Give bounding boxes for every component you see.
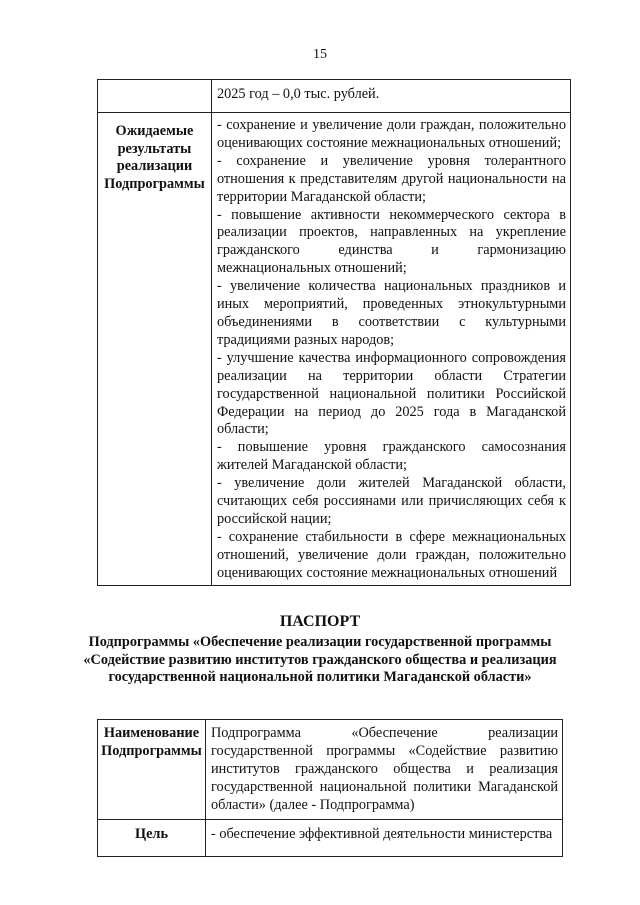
table-row <box>98 819 563 856</box>
page-number: 15 <box>313 47 327 62</box>
list-item: - повышение уровня гражданского самосознания жителей Магаданской области; <box>216 439 566 474</box>
results-content-cell <box>211 113 570 586</box>
goal-content-cell: - обеспечение эффективной деятельности министерства <box>205 819 562 856</box>
passport-title-block <box>60 612 580 687</box>
list-item: - улучшение качества информационного сопровождения реализации на территории области Стратегии государственной национальной политики Российской Федерации на период до 2025 года в Магаданской области; <box>216 349 566 438</box>
list-item: - увеличение количества национальных праздников и иных мероприятий, проведенных этнокультурными объединениями в соответствии с культурными традициями разных народов; <box>216 278 566 348</box>
list-item: - сохранение стабильности в сфере межнациональных отношений, увеличение доли граждан, положительно оценивающих состояние межнациональных отношений <box>216 528 566 581</box>
name-label-cell: Наименование Подпрограммы <box>98 720 206 820</box>
table-row <box>98 113 571 586</box>
list-item: - сохранение и увеличение доли граждан, положительно оценивающих состояние межнациональных отношений; <box>216 117 566 151</box>
goal-label-cell: Цель <box>98 819 206 856</box>
table-row <box>98 720 563 820</box>
passport-heading: ПАСПОРТ <box>279 613 361 630</box>
list-item: - увеличение доли жителей Магаданской области, считающих себя россиянами или причисляющих себя к российской нации; <box>216 475 566 527</box>
empty-label-cell <box>98 80 212 113</box>
results-label-cell: Ожидаемые результаты реализации Подпрограммы <box>98 113 212 586</box>
passport-table <box>97 719 563 857</box>
list-item: - сохранение и увеличение уровня толерантного отношения к представителям другой национальности на территории Магаданской области; <box>216 152 566 205</box>
funding-text-cell: 2025 год – 0,0 тыс. рублей. <box>211 80 570 113</box>
list-item: - повышение активности некоммерческого сектора в реализации проектов, направленных на укрепление гражданского единства и гармонизацию межнациональных отношений; <box>216 206 566 277</box>
name-content-cell: Подпрограмма «Обеспечение реализации государственной программы «Содействие развитию институтов гражданского общества и реализация государственной национальной политики Магаданской области» (далее - Подпрограмма) <box>205 720 562 820</box>
table-row <box>98 80 571 113</box>
passport-subtitle: Подпрограммы «Обеспечение реализации государственной программы «Содействие развитию институтов гражданского общества и реализация государственной национальной политики Магаданской области» <box>83 634 557 686</box>
subprogram-results-table <box>97 79 571 586</box>
